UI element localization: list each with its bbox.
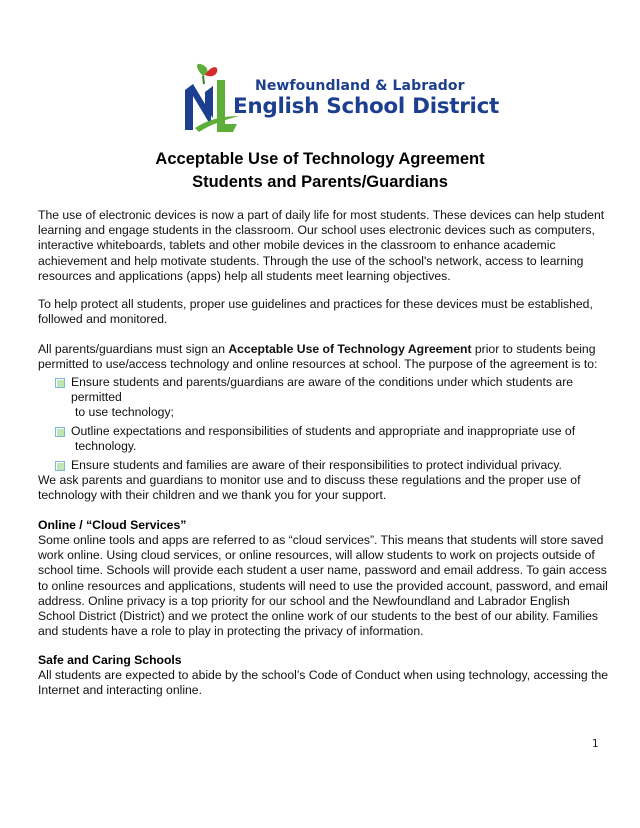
district-logo [181,62,500,134]
list-item-line1: Ensure students and parents/guardians are aware of the conditions under which students are permitted [71,375,574,405]
page-number: 1 [592,738,599,750]
intro-paragraph: The use of electronic devices is now a part of daily life for most students. These devices can help student learning and engage students in the classroom. Our school uses electronic devices such as computers, interactive whiteboards, tablets and other mobile devices in the classroom to enhance academic achievement and help motivate students. Through the use of the school's network, access to learning resources and applications (apps) help all students meet learning objectives. [38,208,605,283]
agreement-paragraph [38,342,608,372]
agreement-text-suffix: prior to students being permitted to use/access technology and online resources at school. The purpose of the agreement is to: [38,342,598,372]
list-item-line1: Outline expectations and responsibilities of students and appropriate and inappropriate use of [71,424,576,438]
agreement-name-bold: Acceptable Use of Technology Agreement [228,342,472,356]
document-title: Acceptable Use of Technology Agreement [155,150,485,168]
section-body-cloud-services: Some online tools and apps are referred to as “cloud services”. This means that students will store saved work online. Using cloud services, or online resources, will allow students to work on projects outside of school time. Schools will provide each student a user name, password and email address. To gain access to online resources and applications, students will need to use the provided account, password, and email address. Online privacy is a top priority for our school and the Newfoundland and Labrador English School District (District) and we protect the online work of our students to the best of our ability. Families and students have a role to play in protecting the privacy of information. [38,533,608,639]
list-item-line2: technology. [75,439,137,454]
agreement-text-prefix: All parents/guardians must sign an [38,342,229,356]
closing-paragraph: We ask parents and guardians to monitor use and to discuss these regulations and the proper use of technology with their children and we thank you for your support. [38,473,581,503]
list-item [55,424,605,454]
logo-text-line2: English School District [233,94,500,119]
section-heading-cloud-services: Online / “Cloud Services” [38,518,187,532]
list-item-line1: Ensure students and families are aware of their responsibilities to protect individual privacy. [71,457,562,472]
section-body-safe-schools: All students are expected to abide by the school’s Code of Conduct when using technology, accessing the Internet and interacting online. [38,668,609,698]
document-subtitle: Students and Parents/Guardians [192,173,448,191]
logo-text-line1: Newfoundland & Labrador [255,78,465,94]
protect-paragraph: To help protect all students, proper use guidelines and practices for these devices must be established, followed and monitored. [38,297,593,327]
square-bullet-icon [55,461,65,471]
section-heading-safe-schools: Safe and Caring Schools [38,653,182,667]
list-item-line2: to use technology; [75,405,174,420]
list-item [55,375,605,421]
square-bullet-icon [55,427,65,437]
purpose-list [55,375,605,476]
list-item [55,458,605,473]
square-bullet-icon [55,378,65,388]
